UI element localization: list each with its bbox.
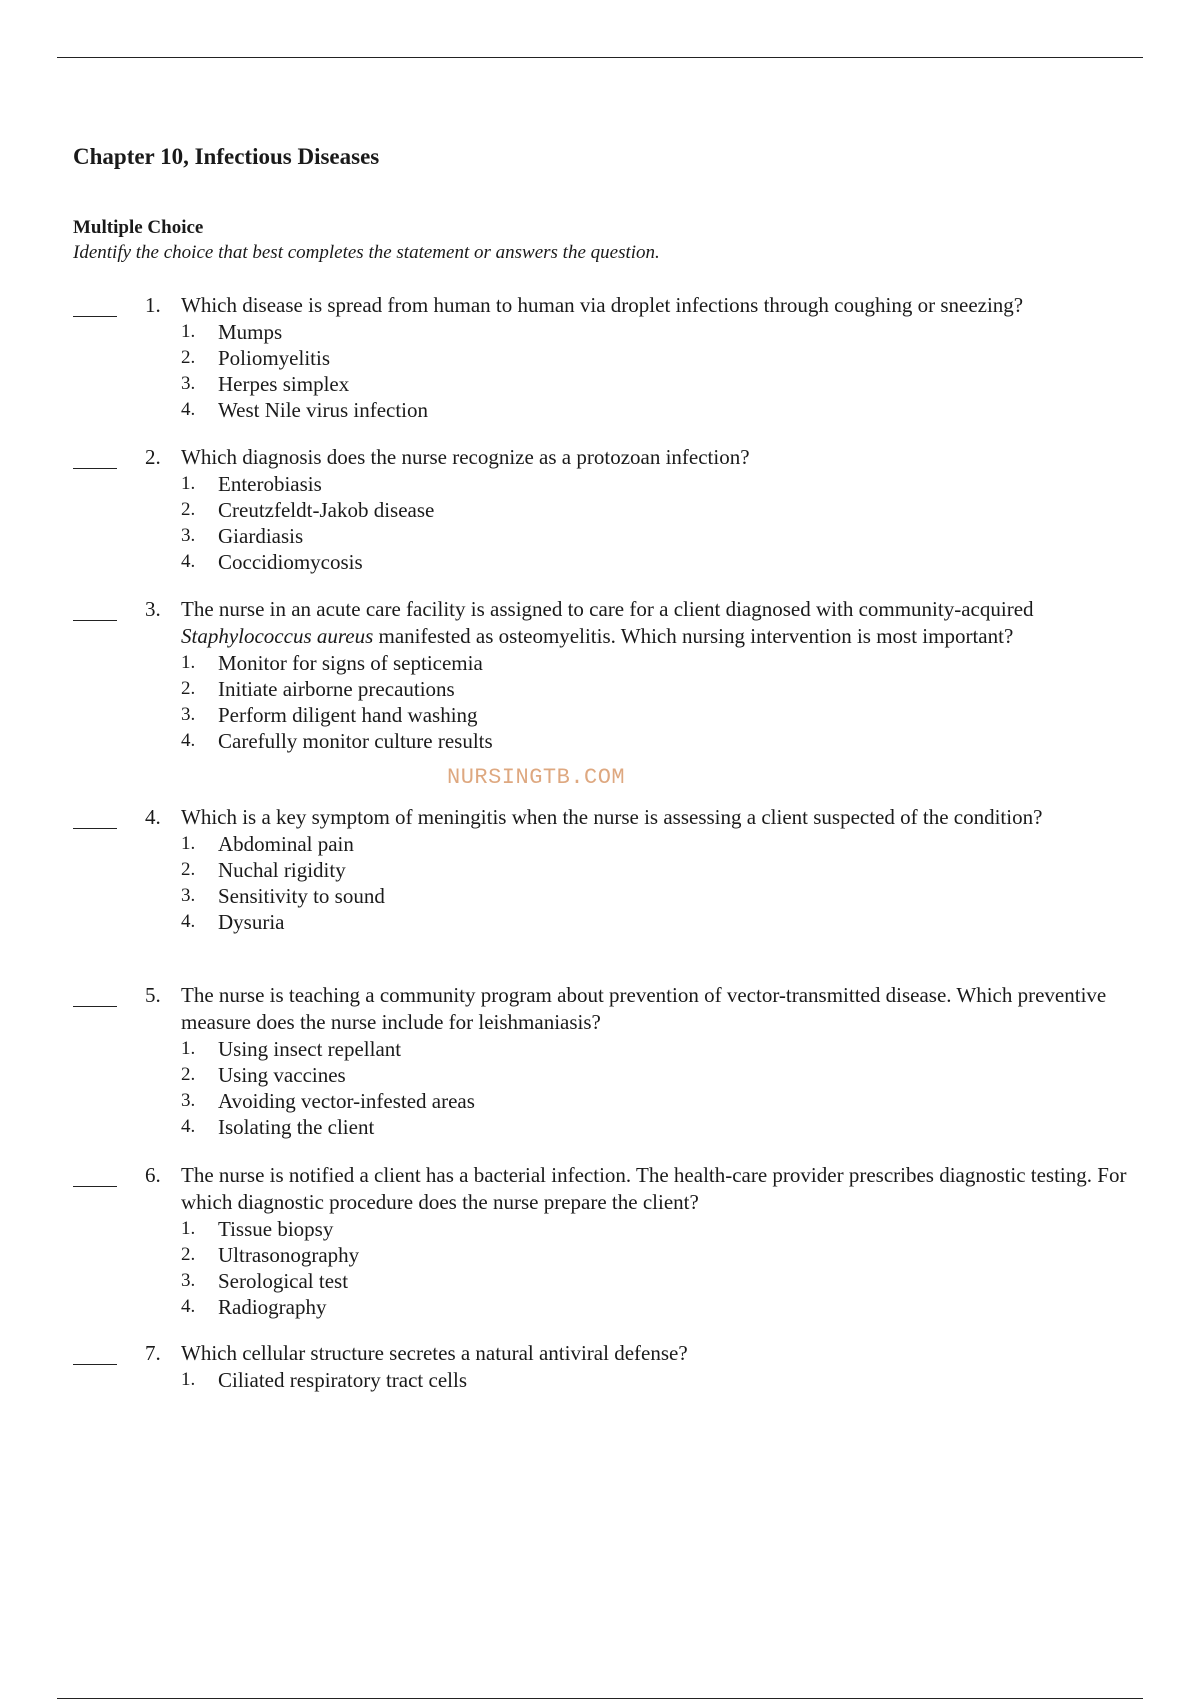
option-list: [181, 650, 1153, 754]
question-3: [73, 596, 1153, 754]
question-5: [73, 982, 1153, 1140]
option-text: Coccidiomycosis: [218, 550, 363, 574]
option-number: 2.: [181, 1244, 196, 1265]
option: [181, 883, 1153, 909]
option-number: 1.: [181, 1218, 196, 1239]
option-number: 1.: [181, 473, 196, 494]
question-stem: Which disease is spread from human to human via droplet infections through coughing or sneezing?: [181, 293, 1024, 317]
question-number: 1.: [145, 293, 161, 317]
top-rule: [57, 57, 1143, 58]
option: [181, 1268, 1153, 1294]
option: [181, 1088, 1153, 1114]
option-text: Dysuria: [218, 910, 285, 934]
option: [181, 1036, 1153, 1062]
question-stem: Which diagnosis does the nurse recognize as a protozoan infection?: [181, 445, 750, 469]
option-text: Sensitivity to sound: [218, 884, 385, 908]
question-7: [73, 1340, 1153, 1393]
option-list: [181, 831, 1153, 935]
option: [181, 1242, 1153, 1268]
question-4: [73, 804, 1153, 935]
option-number: 4.: [181, 730, 196, 751]
option: [181, 1114, 1153, 1140]
option-text: West Nile virus infection: [218, 398, 429, 422]
option-number: 4.: [181, 1116, 196, 1137]
question-number: 5.: [145, 983, 161, 1007]
option-text: Using insect repellant: [218, 1037, 402, 1061]
option-number: 3.: [181, 1270, 196, 1291]
option-number: 2.: [181, 859, 196, 880]
question-1: [73, 292, 1153, 423]
answer-blank[interactable]: [73, 316, 117, 317]
option-number: 3.: [181, 1090, 196, 1111]
option-text: Ciliated respiratory tract cells: [218, 1368, 467, 1392]
option-text: Creutzfeldt-Jakob disease: [218, 498, 435, 522]
option: [181, 728, 1153, 754]
option-text: Using vaccines: [218, 1063, 346, 1087]
option-text: Nuchal rigidity: [218, 858, 346, 882]
question-stem: Which is a key symptom of meningitis when the nurse is assessing a client suspected of the condition?: [181, 805, 1043, 829]
option-number: 1.: [181, 321, 196, 342]
question-number: 2.: [145, 445, 161, 469]
question-stem: The nurse is notified a client has a bacterial infection. The health-care provider prescribes diagnostic testing. For which diagnostic procedure does the nurse prepare the client?: [181, 1163, 1127, 1214]
option-list: [181, 1216, 1153, 1320]
option-number: 3.: [181, 704, 196, 725]
answer-blank[interactable]: [73, 1186, 117, 1187]
answer-blank[interactable]: [73, 620, 117, 621]
question-number: 6.: [145, 1163, 161, 1187]
question-number: 4.: [145, 805, 161, 829]
stem-text: manifested as osteomyelitis. Which nursing intervention is most important?: [373, 624, 1014, 648]
option-text: Giardiasis: [218, 524, 304, 548]
question-2: [73, 444, 1153, 575]
option-number: 4.: [181, 1296, 196, 1317]
option-text: Abdominal pain: [218, 832, 354, 856]
option-number: 3.: [181, 885, 196, 906]
option: [181, 319, 1153, 345]
option: [181, 1294, 1153, 1320]
option-list: [181, 1036, 1153, 1140]
option-number: 2.: [181, 499, 196, 520]
answer-blank[interactable]: [73, 828, 117, 829]
stem-text: The nurse in an acute care facility is assigned to care for a client diagnosed with community-acquired: [181, 597, 1034, 621]
option-text: Mumps: [218, 320, 283, 344]
answer-blank[interactable]: [73, 468, 117, 469]
option: [181, 1062, 1153, 1088]
option: [181, 523, 1153, 549]
option-text: Avoiding vector-infested areas: [218, 1089, 475, 1113]
option-text: Radiography: [218, 1295, 327, 1319]
option: [181, 345, 1153, 371]
option: [181, 549, 1153, 575]
option-number: 1.: [181, 1369, 196, 1390]
answer-blank[interactable]: [73, 1006, 117, 1007]
option-number: 1.: [181, 833, 196, 854]
option-number: 2.: [181, 347, 196, 368]
option-text: Ultrasonography: [218, 1243, 360, 1267]
option: [181, 497, 1153, 523]
question-6: [73, 1162, 1153, 1320]
option-text: Carefully monitor culture results: [218, 729, 493, 753]
option-text: Serological test: [218, 1269, 349, 1293]
option-text: Enterobiasis: [218, 472, 322, 496]
option: [181, 1367, 1153, 1393]
option-text: Initiate airborne precautions: [218, 677, 455, 701]
bottom-rule: [57, 1698, 1143, 1699]
option-number: 3.: [181, 373, 196, 394]
question-stem: Which cellular structure secretes a natural antiviral defense?: [181, 1341, 688, 1365]
option-text: Perform diligent hand washing: [218, 703, 478, 727]
option-number: 4.: [181, 911, 196, 932]
answer-blank[interactable]: [73, 1364, 117, 1365]
option: [181, 909, 1153, 935]
question-stem: [181, 596, 1151, 650]
option: [181, 397, 1153, 423]
question-stem: The nurse is teaching a community program about prevention of vector-transmitted disease. Which preventive measure does the nurse include for leishmaniasis?: [181, 983, 1107, 1034]
option-number: 2.: [181, 678, 196, 699]
option-number: 2.: [181, 1064, 196, 1085]
option-text: Herpes simplex: [218, 372, 350, 396]
option-list: [181, 319, 1153, 423]
question-number: 3.: [145, 597, 161, 621]
organism-name: Staphylococcus aureus: [181, 624, 374, 648]
question-number: 7.: [145, 1341, 161, 1365]
option: [181, 702, 1153, 728]
option: [181, 831, 1153, 857]
option-number: 3.: [181, 525, 196, 546]
option-number: 4.: [181, 551, 196, 572]
option: [181, 676, 1153, 702]
instructions: Identify the choice that best completes the statement or answers the question.: [73, 242, 660, 263]
option-text: Monitor for signs of septicemia: [218, 651, 483, 675]
option-number: 1.: [181, 1038, 196, 1059]
option: [181, 1216, 1153, 1242]
option-text: Poliomyelitis: [218, 346, 331, 370]
option: [181, 650, 1153, 676]
chapter-title: Chapter 10, Infectious Diseases: [73, 144, 380, 169]
option-text: Tissue biopsy: [218, 1217, 334, 1241]
section-title: Multiple Choice: [73, 217, 204, 238]
option-list: [181, 471, 1153, 575]
option-number: 4.: [181, 399, 196, 420]
option: [181, 857, 1153, 883]
option: [181, 371, 1153, 397]
option: [181, 471, 1153, 497]
watermark: NURSINGTB.COM: [447, 765, 626, 790]
option-text: Isolating the client: [218, 1115, 375, 1139]
option-list: [181, 1367, 1153, 1393]
option-number: 1.: [181, 652, 196, 673]
